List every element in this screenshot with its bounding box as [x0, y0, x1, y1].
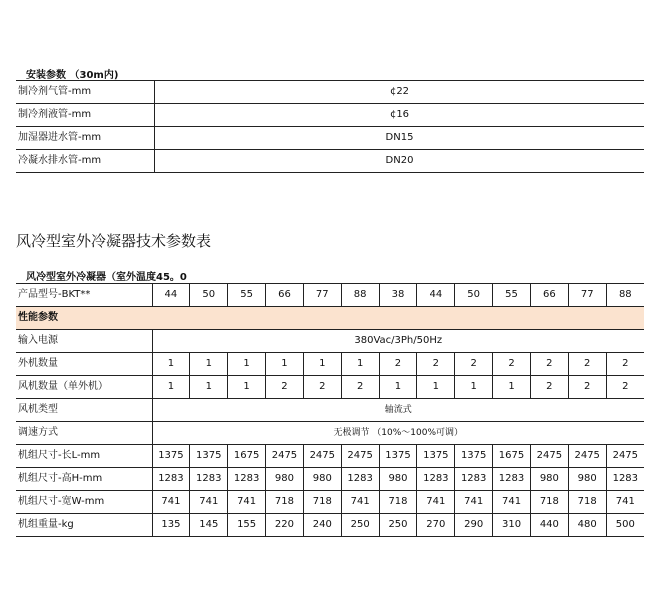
install-row-label: 制冷剂气管-mm: [16, 81, 155, 104]
weight-row: [16, 514, 644, 537]
height-row-cell: 1283: [493, 468, 531, 491]
height-row-cell: 1283: [228, 468, 266, 491]
weight-row-cell: 500: [606, 514, 644, 537]
outdoor-units-row-cell: 2: [530, 353, 568, 376]
outdoor-units-row-cell: 2: [417, 353, 455, 376]
weight-row-cell: 220: [266, 514, 304, 537]
fan-count-row-cell: 1: [493, 376, 531, 399]
width-row-cell: 741: [606, 491, 644, 514]
outdoor-units-row-cell: 1: [228, 353, 266, 376]
length-row-cell: 2475: [530, 445, 568, 468]
model-cell: 77: [568, 284, 606, 307]
install-row-value: DN20: [155, 150, 645, 173]
width-row-cell: 741: [190, 491, 228, 514]
fan-count-row-cell: 1: [228, 376, 266, 399]
model-cell: 66: [266, 284, 304, 307]
model-cell: 88: [341, 284, 379, 307]
weight-row-cell: 290: [455, 514, 493, 537]
length-row: [16, 445, 644, 468]
condenser-table-title: 风冷型室外冷凝器（室外温度45。0: [26, 272, 187, 283]
outdoor-units-row-cell: 2: [455, 353, 493, 376]
fan-type-row-label: 风机类型: [16, 399, 152, 422]
install-row-label: 加湿器进水管-mm: [16, 127, 155, 150]
width-row-cell: 741: [455, 491, 493, 514]
fan-count-row-cell: 1: [379, 376, 417, 399]
length-row-cell: 1375: [152, 445, 190, 468]
power-row-value: 380Vac/3Ph/50Hz: [152, 330, 644, 353]
length-row-label: 机组尺寸-长L-mm: [16, 445, 152, 468]
fan-count-row-cell: 2: [266, 376, 304, 399]
model-cell: 66: [530, 284, 568, 307]
fan-count-row-cell: 1: [455, 376, 493, 399]
condenser-spec-table: [16, 283, 644, 537]
width-row: [16, 491, 644, 514]
weight-row-label: 机组重量-kg: [16, 514, 152, 537]
width-row-cell: 718: [530, 491, 568, 514]
fan-count-row-cell: 2: [568, 376, 606, 399]
width-row-cell: 741: [228, 491, 266, 514]
height-row-cell: 980: [303, 468, 341, 491]
height-row-cell: 1283: [341, 468, 379, 491]
height-row-cell: 1283: [606, 468, 644, 491]
install-row-label: 制冷剂液管-mm: [16, 104, 155, 127]
height-row-cell: 1283: [455, 468, 493, 491]
outdoor-units-row-cell: 1: [303, 353, 341, 376]
model-row-label: 产品型号-BKT**: [16, 284, 152, 307]
outdoor-units-row-cell: 1: [266, 353, 304, 376]
outdoor-units-row-cell: 2: [568, 353, 606, 376]
install-row: [16, 127, 644, 150]
length-row-cell: 1375: [417, 445, 455, 468]
install-row: [16, 81, 644, 104]
height-row-cell: 980: [266, 468, 304, 491]
weight-row-cell: 480: [568, 514, 606, 537]
install-row: [16, 104, 644, 127]
height-row-cell: 1283: [417, 468, 455, 491]
weight-row-cell: 440: [530, 514, 568, 537]
outdoor-units-row-cell: 1: [152, 353, 190, 376]
install-row-value: ¢22: [155, 81, 645, 104]
length-row-cell: 1675: [493, 445, 531, 468]
length-row-cell: 2475: [303, 445, 341, 468]
width-row-cell: 741: [417, 491, 455, 514]
model-cell: 44: [417, 284, 455, 307]
speed-control-row-value: 无极调节 （10%～100%可调）: [152, 422, 644, 445]
fan-count-row-cell: 1: [417, 376, 455, 399]
install-params-table: [16, 80, 644, 173]
install-row-value: DN15: [155, 127, 645, 150]
model-row: [16, 284, 644, 307]
weight-row-cell: 135: [152, 514, 190, 537]
height-row-cell: 980: [568, 468, 606, 491]
install-row: [16, 150, 644, 173]
width-row-cell: 718: [303, 491, 341, 514]
width-row-cell: 718: [379, 491, 417, 514]
weight-row-cell: 310: [493, 514, 531, 537]
length-row-cell: 1375: [455, 445, 493, 468]
model-cell: 55: [493, 284, 531, 307]
weight-row-cell: 250: [341, 514, 379, 537]
fan-type-row: [16, 399, 644, 422]
outdoor-units-row-cell: 1: [341, 353, 379, 376]
fan-count-row-cell: 2: [530, 376, 568, 399]
model-cell: 77: [303, 284, 341, 307]
fan-count-row-cell: 2: [341, 376, 379, 399]
model-cell: 38: [379, 284, 417, 307]
outdoor-units-row-cell: 2: [493, 353, 531, 376]
length-row-cell: 2475: [266, 445, 304, 468]
model-cell: 44: [152, 284, 190, 307]
width-row-cell: 718: [568, 491, 606, 514]
condenser-section-title: 风冷型室外冷凝器技术参数表: [16, 232, 212, 250]
weight-row-cell: 240: [303, 514, 341, 537]
length-row-cell: 2475: [568, 445, 606, 468]
weight-row-cell: 250: [379, 514, 417, 537]
outdoor-units-row-cell: 2: [379, 353, 417, 376]
length-row-cell: 1375: [379, 445, 417, 468]
install-params-title: 安装参数 （30m内): [26, 70, 119, 81]
outdoor-units-row-label: 外机数量: [16, 353, 152, 376]
weight-row-cell: 270: [417, 514, 455, 537]
height-row-cell: 1283: [152, 468, 190, 491]
outdoor-units-row-cell: 2: [606, 353, 644, 376]
model-cell: 88: [606, 284, 644, 307]
width-row-cell: 741: [493, 491, 531, 514]
model-cell: 55: [228, 284, 266, 307]
length-row-cell: 1675: [228, 445, 266, 468]
height-row-label: 机组尺寸-高H-mm: [16, 468, 152, 491]
install-row-value: ¢16: [155, 104, 645, 127]
power-row: [16, 330, 644, 353]
model-cell: 50: [190, 284, 228, 307]
fan-count-row-cell: 2: [606, 376, 644, 399]
width-row-label: 机组尺寸-宽W-mm: [16, 491, 152, 514]
power-row-label: 输入电源: [16, 330, 152, 353]
speed-control-row: [16, 422, 644, 445]
performance-header-row: [16, 307, 644, 330]
weight-row-cell: 155: [228, 514, 266, 537]
width-row-cell: 741: [152, 491, 190, 514]
length-row-cell: 2475: [606, 445, 644, 468]
length-row-cell: 2475: [341, 445, 379, 468]
width-row-cell: 718: [266, 491, 304, 514]
outdoor-units-row: [16, 353, 644, 376]
length-row-cell: 1375: [190, 445, 228, 468]
height-row-cell: 1283: [190, 468, 228, 491]
fan-count-row-cell: 1: [152, 376, 190, 399]
height-row-cell: 980: [379, 468, 417, 491]
speed-control-row-label: 调速方式: [16, 422, 152, 445]
fan-count-row: [16, 376, 644, 399]
fan-count-row-label: 风机数量（单外机）: [16, 376, 152, 399]
fan-type-row-value: 轴流式: [152, 399, 644, 422]
outdoor-units-row-cell: 1: [190, 353, 228, 376]
width-row-cell: 741: [341, 491, 379, 514]
model-cell: 50: [455, 284, 493, 307]
height-row: [16, 468, 644, 491]
height-row-cell: 980: [530, 468, 568, 491]
weight-row-cell: 145: [190, 514, 228, 537]
install-row-label: 冷凝水排水管-mm: [16, 150, 155, 173]
fan-count-row-cell: 1: [190, 376, 228, 399]
performance-header: 性能参数: [16, 307, 644, 330]
fan-count-row-cell: 2: [303, 376, 341, 399]
